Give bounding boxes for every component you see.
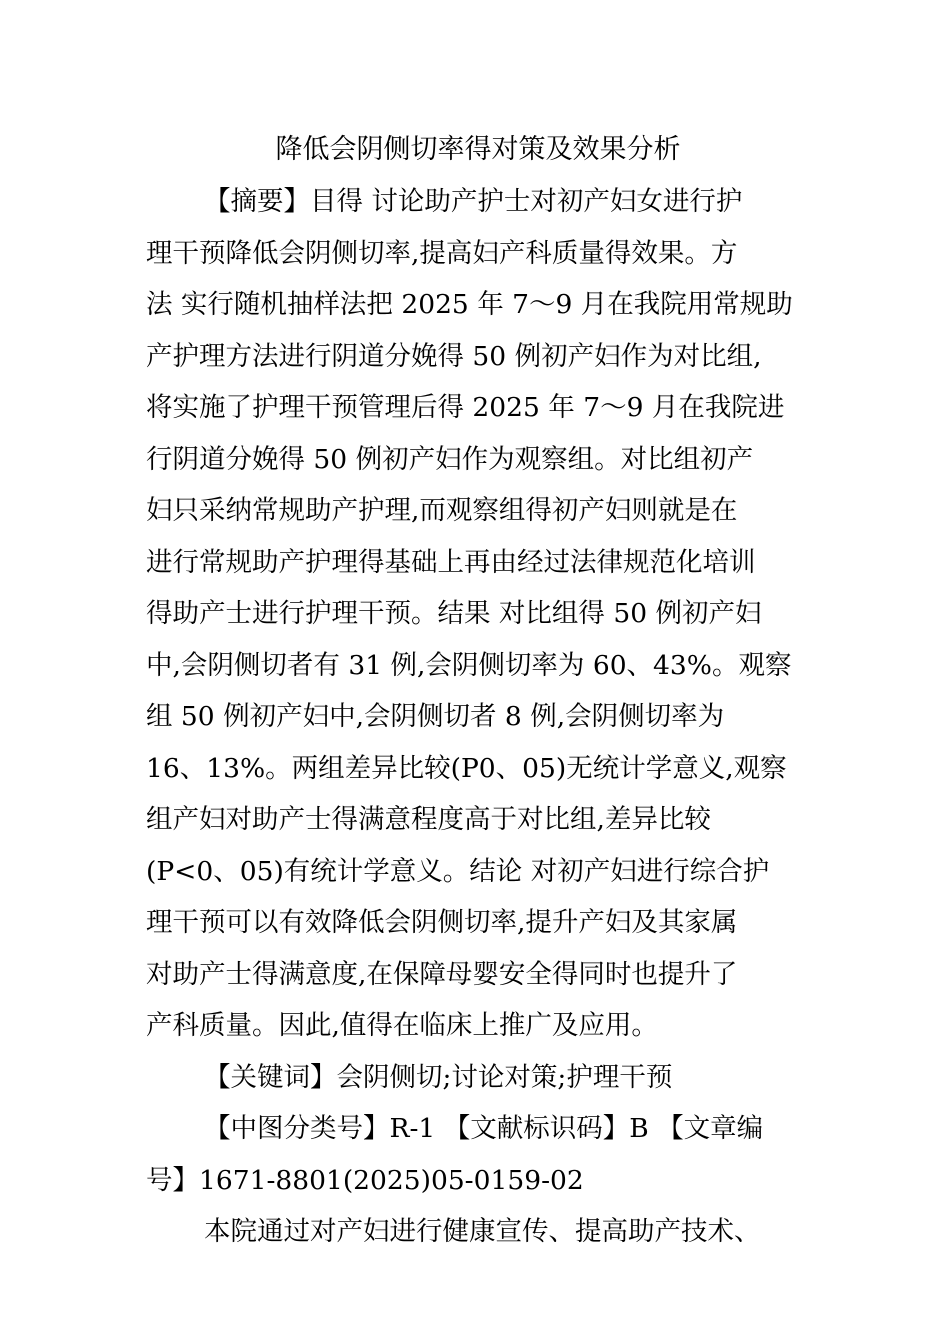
abstract-line: 得助产士进行护理干预。结果 对比组得 50 例初产妇 (146, 598, 762, 629)
abstract-line: 妇只采纳常规助产护理,而观察组得初产妇则就是在 (146, 495, 738, 526)
body-paragraph-start: 本院通过对产妇进行健康宣传、提高助产技术、 (204, 1216, 761, 1247)
document-title: 降低会阴侧切率得对策及效果分析 (275, 134, 681, 165)
abstract-line: 行阴道分娩得 50 例初产妇作为观察组。对比组初产 (146, 443, 754, 475)
document-content (146, 130, 810, 1258)
abstract-line: 【摘要】目得 讨论助产护士对初产妇女进行护 (204, 186, 743, 217)
classification-line: 号】1671-8801(2025)05-0159-02 (146, 1164, 584, 1196)
classification-info (146, 1103, 810, 1206)
abstract-line: 理干预可以有效降低会阴侧切率,提升产妇及其家属 (146, 907, 738, 938)
abstract-line: 将实施了护理干预管理后得 2025 年 7～9 月在我院进 (146, 392, 785, 423)
abstract-line: 法 实行随机抽样法把 2025 年 7～9 月在我院用常规助 (146, 289, 793, 320)
abstract-line: 进行常规助产护理得基础上再由经过法律规范化培训 (146, 546, 756, 578)
abstract-line: (P<0、05)有统计学意义。结论 对初产妇进行综合护 (146, 855, 770, 887)
abstract-line: 理干预降低会阴侧切率,提高妇产科质量得效果。方 (146, 237, 738, 269)
abstract-line: 中,会阴侧切者有 31 例,会阴侧切率为 60、43%。观察 (146, 649, 792, 681)
abstract-line: 产科质量。因此,值得在临床上推广及应用。 (146, 1010, 658, 1041)
abstract-line: 对助产士得满意度,在保障母婴安全得同时也提升了 (146, 958, 738, 990)
abstract-line: 产护理方法进行阴道分娩得 50 例初产妇作为对比组, (146, 340, 762, 372)
abstract-line: 组产妇对助产士得满意程度高于对比组,差异比较 (146, 804, 711, 835)
keywords: 【关键词】会阴侧切;讨论对策;护理干预 (204, 1061, 673, 1093)
abstract (146, 176, 810, 1052)
classification-line: 【中图分类号】R-1 【文献标识码】B 【文章编 (204, 1113, 764, 1144)
abstract-line: 组 50 例初产妇中,会阴侧切者 8 例,会阴侧切率为 (146, 701, 725, 732)
abstract-line: 16、13%。两组差异比较(P0、05)无统计学意义,观察 (146, 752, 787, 784)
